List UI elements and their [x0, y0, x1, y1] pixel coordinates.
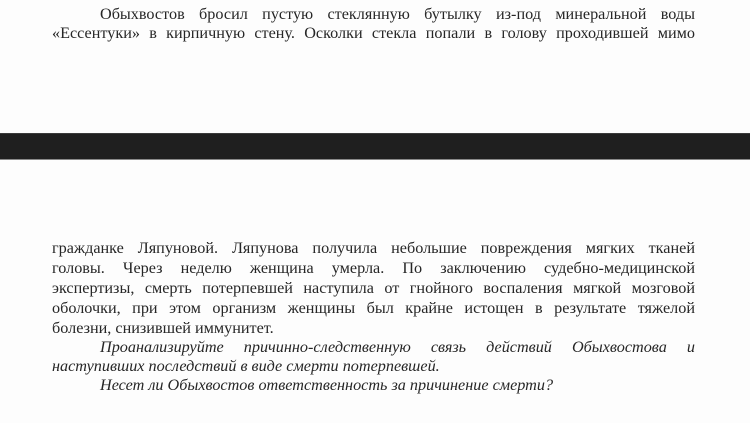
question-line: Проанализируйте причинно-следственную связь действий Обыхвостова и	[100, 338, 695, 356]
paragraph-line: болезни, снизившей иммунитет.	[52, 319, 274, 337]
document-page-bottom	[0, 160, 750, 423]
paragraph-line: Обыхвостов бросил пустую стеклянную бутылку из-под минеральной воды	[100, 5, 695, 23]
paragraph-line: гражданке Ляпуновой. Ляпунова получила небольшие повреждения мягких тканей	[52, 239, 695, 257]
paragraph-line: головы. Через неделю женщина умерла. По заключению судебно-медицинской	[52, 259, 695, 277]
question-line: наступивших последствий в виде смерти потерпевшей.	[52, 357, 440, 375]
paragraph-line: оболочки, при этом организм женщины был крайне истощен в результате тяжелой	[52, 299, 695, 317]
paragraph-line: «Ессентуки» в кирпичную стену. Осколки стекла попали в голову проходившей мимо	[52, 24, 695, 42]
paragraph-line: экспертизы, смерть потерпевшей наступила от гнойного воспаления мягкой мозговой	[52, 279, 695, 297]
document-page-top	[0, 0, 750, 133]
page-break-separator	[0, 133, 750, 160]
question-line: Несет ли Обыхвостов ответственность за причинение смерти?	[100, 376, 554, 394]
